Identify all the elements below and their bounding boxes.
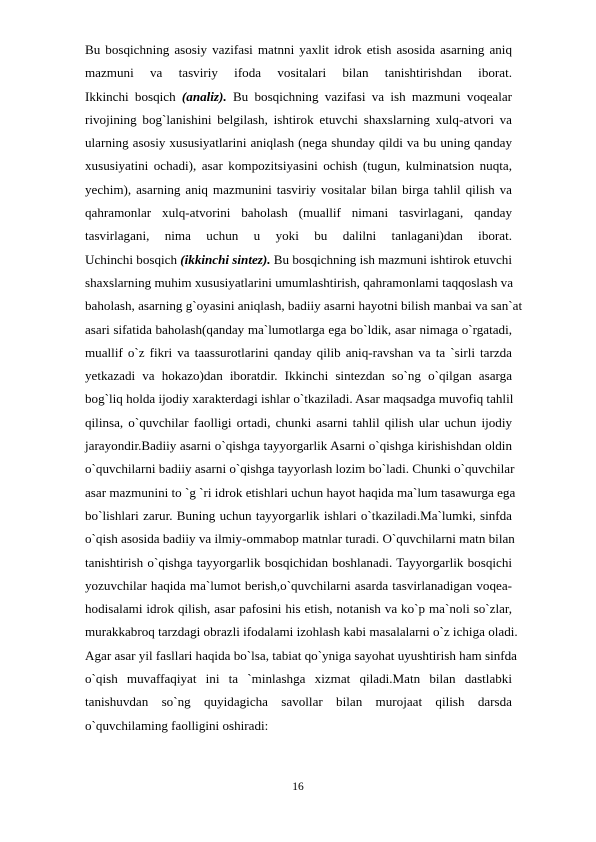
text-line bbox=[85, 457, 515, 480]
text-line bbox=[85, 690, 512, 713]
text-line bbox=[85, 597, 512, 620]
text-line bbox=[85, 574, 512, 597]
text-line bbox=[85, 318, 512, 341]
text-segment: yozuvchilar haqida ma`lumot berish,o`quvchilarni asarda tasvirlanadigan voqea- bbox=[85, 577, 512, 593]
text-segment: Agar asar yil fasllari haqida bo`lsa, tabiat qo`yniga sayohat uyushtirish ham sinfda bbox=[85, 647, 517, 663]
text-segment: o`quvchilarni badiiy asarni o`qishga tayyorlash lozim bo`ladi. Chunki o`quvchilar bbox=[85, 461, 515, 477]
text-line bbox=[85, 504, 512, 527]
text-segment: baholash, asarning g`oyasini aniqlash, badiiy asarni hayotni bilish manbai va san`at bbox=[85, 298, 523, 314]
text-line bbox=[85, 644, 517, 667]
text-segment: Bu bosqichning asosiy vazifasi matnni yaxlit idrok etish asosida asarning aniq bbox=[85, 42, 512, 57]
text-segment: Bu bosqichning vazifasi va ish mazmuni voqealar bbox=[226, 88, 513, 104]
text-line bbox=[85, 481, 516, 504]
text-segment: hodisalami idrok qilish, asar pafosini his etish, notanish va ko`p ma`noli so`zlar, bbox=[85, 601, 512, 617]
text-line bbox=[85, 178, 512, 201]
text-segment: Ikkinchi bosqich bbox=[85, 88, 182, 104]
text-line bbox=[85, 108, 512, 131]
text-segment: muallif o`z fikri va taassurotlarini qanday qilib aniq-ravshan va ta `sirli tarzda bbox=[85, 344, 512, 360]
text-line bbox=[85, 551, 512, 574]
text-line bbox=[85, 85, 512, 108]
text-segment: mazmuni va tasviriy ifoda vositalari bilan tanishtirishdan iborat. bbox=[85, 65, 512, 81]
text-segment: qahramonlar xulq-atvorini baholash (muallif nimani tasvirlagani, qanday bbox=[85, 205, 512, 221]
text-segment: o`quvchilaming faolligini oshiradi: bbox=[85, 717, 269, 733]
text-segment: rivojining bog`lanishini belgilash, ishtirok etuvchi shaxslarning xulq-atvori va bbox=[85, 111, 512, 127]
text-segment: tanishtirish o`qishga tayyorgarlik bosqichidan boshlanadi. Tayyorgarlik bosqichi bbox=[85, 554, 512, 570]
document-body bbox=[85, 38, 523, 737]
text-line bbox=[85, 667, 512, 690]
text-line bbox=[85, 527, 515, 550]
text-line bbox=[85, 271, 512, 294]
text-line bbox=[85, 387, 512, 410]
text-segment: tasvirlagani, nima uchun u yoki bu dalilni tanlagani)dan iborat. bbox=[85, 228, 512, 244]
text-segment: bo`lishlari zarur. Buning uchun tayyorgarlik ishlari o`tkaziladi.Ma`lumki, sinfda bbox=[85, 507, 512, 523]
text-line bbox=[85, 714, 512, 737]
text-segment: Bu bosqichning ish mazmuni ishtirok etuvchi bbox=[270, 251, 512, 267]
text-segment: yetkazadi va hokazo)dan iboratdir. Ikkinchi sintezdan so`ng o`qilgan asarga bbox=[85, 368, 512, 384]
text-segment: jarayondir.Badiiy asarni o`qishga tayyorgarlik Asarni o`qishga kirishishdan oldin bbox=[85, 438, 512, 454]
text-line bbox=[85, 224, 512, 247]
text-line bbox=[85, 294, 523, 317]
text-segment: Uchinchi bosqich bbox=[85, 251, 181, 267]
text-line bbox=[85, 620, 518, 643]
text-line bbox=[85, 201, 512, 224]
text-segment: o`qish asosida badiiy va ilmiy-ommabop matnlar turadi. O`quvchilarni matn bilan bbox=[85, 531, 515, 547]
text-line bbox=[85, 154, 512, 177]
text-line bbox=[85, 364, 512, 387]
emphasis-text: (ikkinchi sintez). bbox=[180, 251, 271, 267]
text-segment: asar mazmunini to `g `ri idrok etishlari uchun hayot haqida ma`lum tasawurga ega bbox=[85, 484, 516, 500]
text-segment: tanishuvdan so`ng quyidagicha savollar bilan murojaat qilish darsda bbox=[85, 694, 512, 710]
text-line bbox=[85, 131, 512, 154]
emphasis-text: (analiz). bbox=[181, 88, 227, 104]
text-segment: xususiyatini ochadi), asar kompozitsiyasini ochish (tugun, kulminatsion nuqta, bbox=[85, 158, 512, 174]
text-segment: shaxslarning muhim xususiyatlarini umumlashtirish, qahramonlami taqqoslash va bbox=[85, 274, 514, 290]
text-line bbox=[85, 38, 512, 61]
text-line bbox=[85, 341, 512, 364]
text-segment: o`qish muvaffaqiyat ini ta `minlashga xizmat qiladi.Matn bilan dastlabki bbox=[85, 671, 512, 687]
text-segment: qilinsa, o`quvchilar faolligi ortadi, chunki asarni tahlil qilish ular uchun ijodiy bbox=[85, 414, 512, 430]
text-segment: murakkabroq tarzdagi obrazli ifodalami izohlash kabi masalalarni o`z ichiga oladi. bbox=[85, 624, 518, 640]
text-line bbox=[85, 248, 512, 271]
text-segment: yechim), asarning aniq mazmunini tasviriy vositalar bilan birga tahlil qilish va bbox=[85, 181, 512, 197]
text-line bbox=[85, 61, 512, 84]
text-line bbox=[85, 434, 512, 457]
text-segment: ularning asosiy xususiyatlarini aniqlash (nega shunday qildi va bu uning qanday bbox=[85, 135, 512, 151]
text-segment: asari sifatida baholash(qanday ma`lumotlarga ega bo`ldik, asar nimaga o`rgatadi, bbox=[85, 321, 512, 337]
text-segment: bog`liq holda ijodiy xarakterdagi ishlar o`tkaziladi. Asar maqsadga muvofiq tahlil bbox=[85, 391, 514, 407]
text-line bbox=[85, 411, 512, 434]
page-number: 16 bbox=[292, 781, 304, 793]
